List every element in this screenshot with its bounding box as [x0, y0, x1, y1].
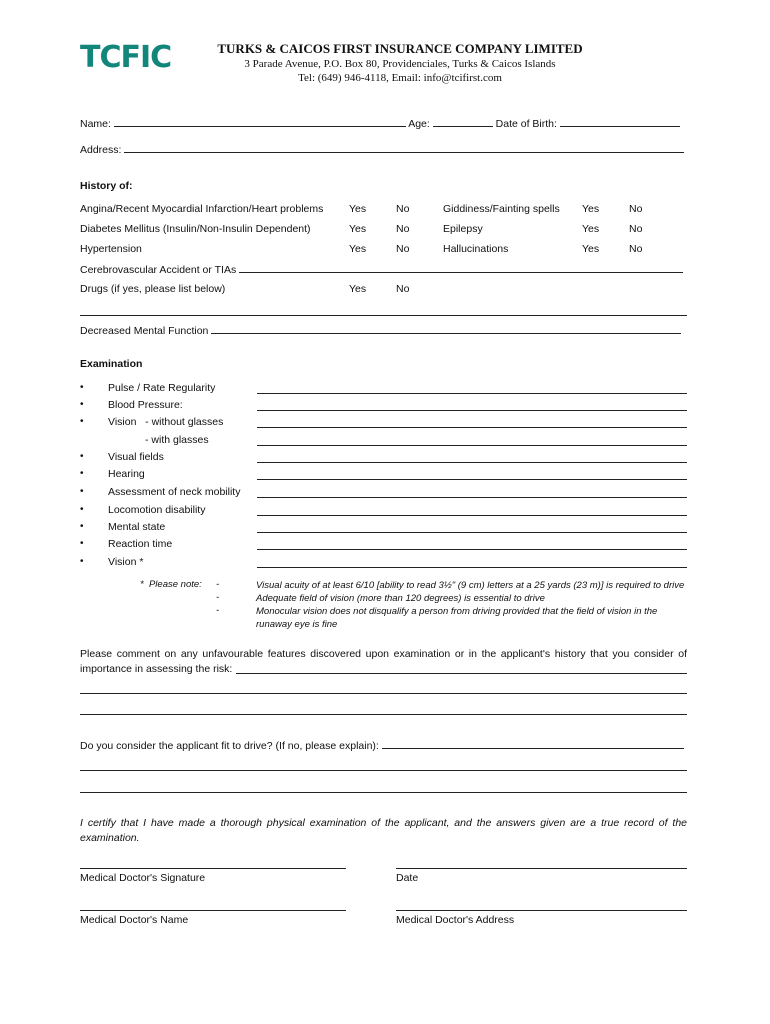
exam-item: Visual fields — [108, 451, 164, 463]
exam-item: Locomotion disability — [108, 504, 206, 516]
history-item-heart: Angina/Recent Myocardial Infarction/Heart problems — [80, 203, 324, 215]
dob-field[interactable] — [560, 117, 680, 127]
exam-item: Assessment of neck mobility — [108, 486, 241, 498]
fit-row — [80, 739, 684, 752]
signature-label: Medical Doctor's Signature — [80, 872, 206, 884]
history-yes[interactable]: Yes — [582, 243, 600, 255]
history-yes[interactable]: Yes — [349, 223, 367, 235]
cva-row — [80, 263, 683, 276]
exam-line[interactable] — [257, 427, 687, 428]
age-label: Age: — [408, 118, 430, 130]
comments-field[interactable] — [236, 663, 687, 674]
history-item-diabetes: Diabetes Mellitus (Insulin/Non-Insulin Dependent) — [80, 223, 311, 235]
history-item-epilepsy: Epilepsy — [443, 223, 483, 235]
history-title: History of: — [80, 180, 133, 192]
history-no[interactable]: No — [396, 283, 410, 295]
history-yes[interactable]: Yes — [582, 223, 600, 235]
date-line[interactable] — [396, 868, 687, 869]
bullet-icon: • — [80, 399, 84, 410]
certification-text: I certify that I have made a thorough physical examination of the applicant, and the answers given are a true record of the examination. — [80, 817, 687, 844]
bullet-icon: • — [80, 556, 84, 567]
age-field[interactable] — [433, 117, 493, 127]
history-no[interactable]: No — [396, 243, 410, 255]
comments-prompt: Please comment on any unfavourable features discovered upon examination or in the applicant's history that you consider of importance in assessing the risk: — [80, 648, 687, 675]
bullet-icon: • — [80, 416, 84, 427]
note-text: Adequate field of vision (more than 120 degrees) is essential to drive — [256, 593, 545, 604]
fit-line[interactable] — [80, 792, 687, 793]
drugs-list-line[interactable] — [80, 315, 687, 316]
exam-line[interactable] — [257, 393, 687, 394]
company-name: TURKS & CAICOS FIRST INSURANCE COMPANY LIMITED — [217, 41, 583, 56]
exam-item: Pulse / Rate Regularity — [108, 382, 216, 394]
history-no[interactable]: No — [629, 203, 643, 215]
signature-line[interactable] — [80, 868, 346, 869]
mental-label: Decreased Mental Function — [80, 325, 209, 337]
name-label: Name: — [80, 118, 111, 130]
company-logo: TCFIC — [80, 40, 172, 75]
cva-label: Cerebrovascular Accident or TIAs — [80, 264, 237, 276]
exam-line[interactable] — [257, 462, 687, 463]
history-no[interactable]: No — [396, 203, 410, 215]
bullet-icon: • — [80, 451, 84, 462]
note-label: * Please note: — [140, 579, 202, 590]
history-yes[interactable]: Yes — [349, 203, 367, 215]
doctor-name-label: Medical Doctor's Name — [80, 914, 189, 926]
exam-line[interactable] — [257, 497, 687, 498]
bullet-icon: • — [80, 521, 84, 532]
name-row — [80, 117, 680, 130]
note-text: Monocular vision does not disqualify a person from driving provided that the field of vision in the runaway eye is fine — [256, 606, 658, 630]
fit-label: Do you consider the applicant fit to drive? (If no, please explain): — [80, 740, 379, 752]
mental-field[interactable] — [211, 324, 681, 334]
name-field[interactable] — [114, 117, 406, 127]
doctor-name-line[interactable] — [80, 910, 346, 911]
history-item-hallucinations: Hallucinations — [443, 243, 509, 255]
exam-line[interactable] — [257, 515, 687, 516]
mental-row — [80, 324, 681, 337]
dob-label: Date of Birth: — [495, 118, 557, 130]
address-row — [80, 143, 684, 156]
bullet-icon: • — [80, 486, 84, 497]
exam-item: - with glasses — [145, 434, 209, 446]
doctor-address-line[interactable] — [396, 910, 687, 911]
exam-line[interactable] — [257, 410, 687, 411]
exam-item: Reaction time — [108, 538, 173, 550]
exam-item: Vision - without glasses — [108, 416, 224, 428]
examination-title: Examination — [80, 358, 143, 370]
company-address: 3 Parade Avenue, P.O. Box 80, Providenciales, Turks & Caicos Islands — [244, 58, 556, 70]
history-item-drugs: Drugs (if yes, please list below) — [80, 283, 226, 295]
exam-line[interactable] — [257, 479, 687, 480]
history-no[interactable]: No — [629, 243, 643, 255]
doctor-address-label: Medical Doctor's Address — [396, 914, 515, 926]
bullet-icon: • — [80, 468, 84, 479]
history-yes[interactable]: Yes — [349, 243, 367, 255]
comments-line[interactable] — [80, 693, 687, 694]
history-item-giddiness: Giddiness/Fainting spells — [443, 203, 560, 215]
comments-line[interactable] — [80, 714, 687, 715]
history-yes[interactable]: Yes — [582, 203, 600, 215]
exam-line[interactable] — [257, 445, 687, 446]
history-yes[interactable]: Yes — [349, 283, 367, 295]
history-no[interactable]: No — [629, 223, 643, 235]
exam-item: Hearing — [108, 468, 145, 480]
history-no[interactable]: No — [396, 223, 410, 235]
exam-item: Mental state — [108, 521, 166, 533]
exam-line[interactable] — [257, 567, 687, 568]
address-label: Address: — [80, 144, 122, 156]
exam-item: Vision * — [108, 556, 144, 568]
note-dash: - — [216, 605, 220, 616]
company-contact: Tel: (649) 946-4118, Email: info@tcifirst.com — [298, 72, 502, 84]
note-text: Visual acuity of at least 6/10 [ability to read 3½" (9 cm) letters at a 25 yards (23 m)] is required to drive — [256, 580, 685, 591]
exam-line[interactable] — [257, 532, 687, 533]
history-item-hypertension: Hypertension — [80, 243, 142, 255]
bullet-icon: • — [80, 538, 84, 549]
bullet-icon: • — [80, 504, 84, 515]
address-field[interactable] — [124, 143, 684, 153]
fit-line[interactable] — [80, 770, 687, 771]
exam-line[interactable] — [257, 549, 687, 550]
note-dash: - — [216, 592, 220, 603]
exam-item: Blood Pressure: — [108, 399, 183, 411]
fit-field[interactable] — [382, 739, 684, 749]
note-dash: - — [216, 579, 220, 590]
cva-field[interactable] — [239, 263, 683, 273]
date-label: Date — [396, 872, 419, 884]
bullet-icon: • — [80, 382, 84, 393]
